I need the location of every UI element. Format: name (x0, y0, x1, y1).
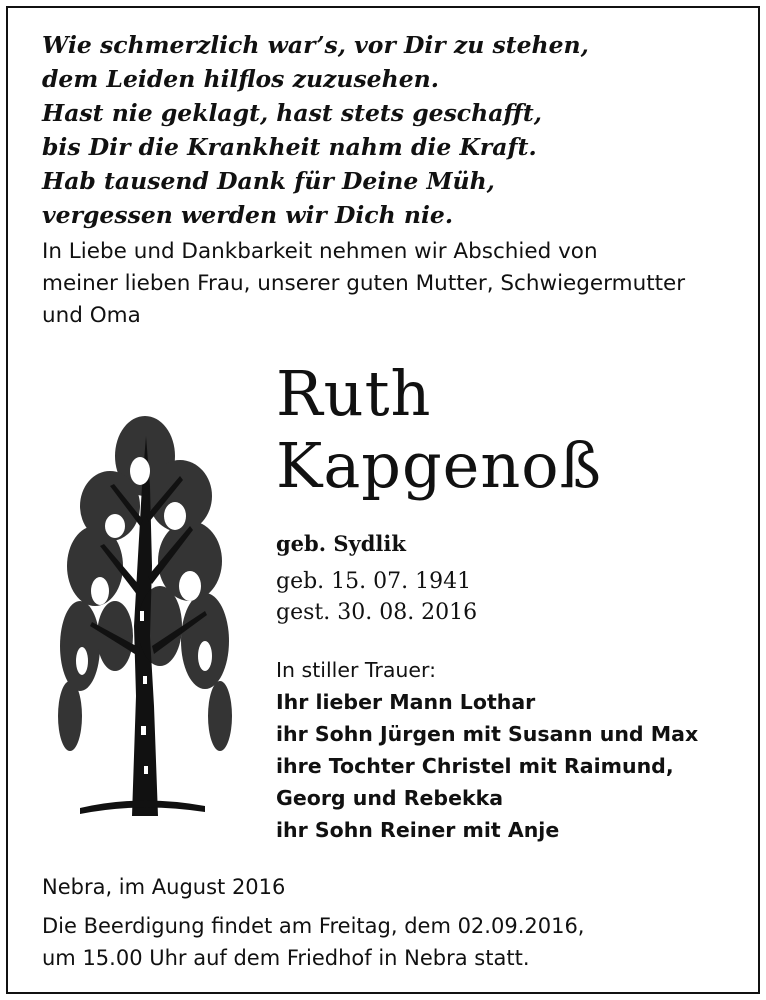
first-name: Ruth (276, 357, 432, 430)
intro-text (42, 236, 732, 332)
mourners-heading: In stiller Trauer: (276, 658, 436, 682)
place-date: Nebra, im August 2016 (42, 875, 286, 899)
deceased-name (276, 358, 602, 502)
mourner-line: Ihr lieber Mann Lothar (276, 690, 536, 714)
poem (42, 28, 722, 232)
poem-line: Hast nie geklagt, hast stets geschafft, (42, 99, 542, 127)
intro-line: und Oma (42, 303, 141, 328)
life-dates (276, 566, 477, 628)
mourners-list (276, 654, 746, 846)
funeral-line: Die Beerdigung findet am Freitag, dem 02.09.2016, (42, 914, 585, 938)
mourner-line: ihre Tochter Christel mit Raimund, (276, 754, 674, 778)
death-date: gest. 30. 08. 2016 (276, 600, 478, 625)
intro-line: In Liebe und Dankbarkeit nehmen wir Abschied von (42, 239, 598, 264)
maiden-name: geb. Sydlik (276, 531, 406, 556)
birth-date: geb. 15. 07. 1941 (276, 569, 472, 594)
mourner-line: Georg und Rebekka (276, 786, 504, 810)
poem-line: vergessen werden wir Dich nie. (42, 201, 454, 229)
mourner-line: ihr Sohn Jürgen mit Susann und Max (276, 722, 699, 746)
funeral-line: um 15.00 Uhr auf dem Friedhof in Nebra statt. (42, 946, 530, 970)
poem-line: bis Dir die Krankheit nahm die Kraft. (42, 133, 537, 161)
intro-line: meiner lieben Frau, unserer guten Mutter, Schwiegermutter (42, 271, 686, 296)
poem-line: Wie schmerzlich war’s, vor Dir zu stehen, (42, 31, 589, 59)
poem-line: Hab tausend Dank für Deine Müh, (42, 167, 495, 195)
mourner-line: ihr Sohn Reiner mit Anje (276, 818, 560, 842)
funeral-info (42, 910, 742, 974)
birch-tree-icon (40, 396, 240, 816)
poem-line: dem Leiden hilflos zuzusehen. (42, 65, 439, 93)
last-name: Kapgenoß (276, 429, 603, 502)
